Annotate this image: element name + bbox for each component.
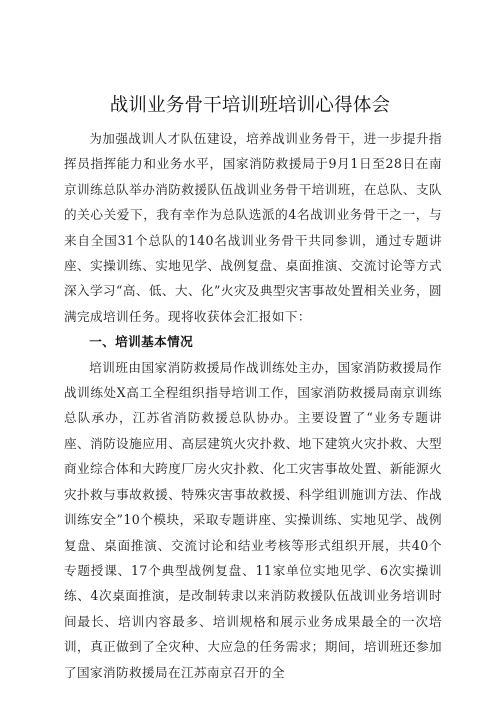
section-heading-training-overview: 一、培训基本情况: [89, 334, 194, 350]
training-overview-paragraph: 培训班由国家消防救援局作战训练处主办，国家消防救援局作战训练处X高工全程组织指导培训工作，国家消防救援局南京训练总队承办，江苏省消防救援总队协办。主要设置了“业务专题讲座、消防设施应用、高层建筑火灾扑救、地下建筑火灾扑救、大型商业综合体和大跨度厂房火灾扑救、化工灾害事故处置、新能源火灾扑救与事故救援、特殊灾害事故救援、科学组训施训方法、作战训练安全”10个模块，采取专题讲座、实操训练、实地见学、战例复盘、桌面推演、交流讨论和结业考核等形式组织开展，共40个专题授课、17个典型战例复盘、11家单位实地见学、6次实操训练、4次桌面推演，是改制转隶以来消防救援队伍战训业务培训时间最长、培训内容最多、培训规格和展示业务成果最全的一次培训，真正做到了全灾种、大应急的任务需求；期间，培训班还参加了国家消防救援局在江苏南京召开的全: [64, 359, 442, 680]
intro-paragraph: 为加强战训人才队伍建设，培养战训业务骨干，进一步提升指挥员指挥能力和业务水平，国家消防救援局于9月1日至28日在南京训练总队举办消防救援队伍战训业务骨干培训班，在总队、支队的关心关爱下，我有幸作为总队选派的4名战训业务骨干之一，与来自全国31个总队的140名战训业务骨干共同参训，通过专题讲座、实操训练、实地见学、战例复盘、桌面推演、交流讨论等方式深入学习“高、低、大、化”火灾及典型灾害事故处置相关业务，圆满完成培训任务。现将收获体会汇报如下：: [64, 131, 442, 324]
document-body: [64, 126, 442, 685]
document-title: 战训业务骨干培训班培训心得体会: [109, 95, 391, 116]
